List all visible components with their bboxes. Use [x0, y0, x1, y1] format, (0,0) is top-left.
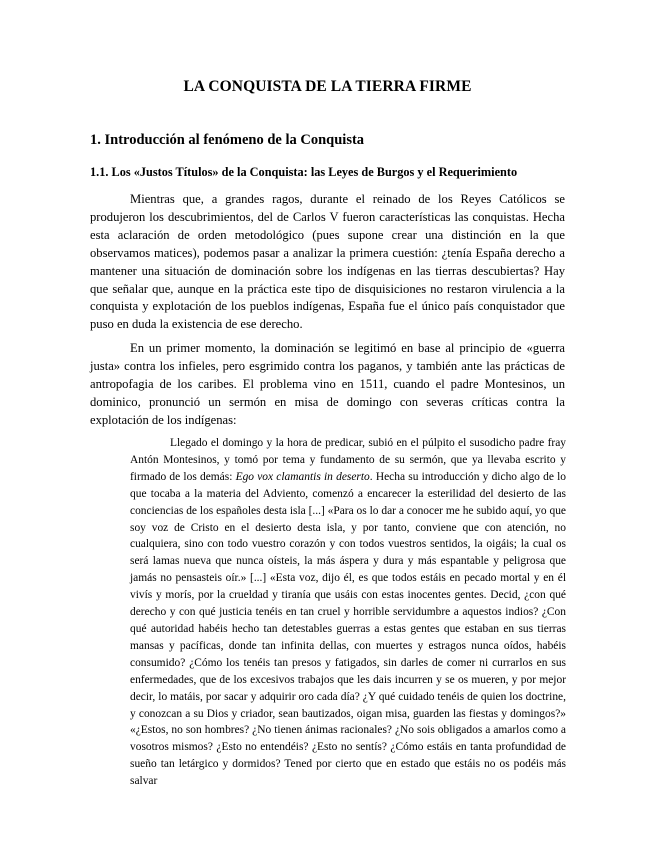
subsection-heading: 1.1. Los «Justos Títulos» de la Conquista: las Leyes de Burgos y el Requerimiento	[90, 165, 518, 179]
quote-text-1: Llegado el domingo y la hora de predicar, subió en el púlpito el susodicho padre fray Antón Montesinos, y tomó por tema y fundamento de su sermón, que ya llevaba escrito y firmado de los demás:	[130, 437, 566, 483]
chapter-title: LA CONQUISTA DE LA TIERRA FIRME	[183, 78, 472, 95]
body-paragraph-2: En un primer momento, la dominación se legitimó en base al principio de «guerra justa» contra los infieles, pero esgrimido contra los paganos, y también ante las prácticas de antropofagia de los caribes. El problema vino en 1511, cuando el padre Montesinos, un dominico, pronunció un sermón en misa de domingo con severas críticas contra la explotación de los indígenas:	[90, 341, 565, 427]
quote-text-2: . Hecha su introducción y dicho algo de lo que tocaba a la materia del Adviento, comenzó a encarecer la esterilidad del desierto de las conciencias de los españoles desta isla [...] «Para os lo dar a conocer me he subido aquí, yo que soy voz de Cristo en el desierto desta isla, y por tanto, conviene que con atención, no cualquiera, sino con todo vuestro corazón y con todos vuestros sentidos, la oigáis; la cual os será lamas nueva que nunca oísteis, la más áspera y dura y más espantable y peligrosa que jamás no pensasteis oír.» [...] «Esta voz, dijo él, es que todos estáis en pecado mortal y en él vivís y morís, por la crueldad y tiranía que usáis con estas inocentes gentes. Decid, ¿con qué derecho y con qué justicia tenéis en tan cruel y horrible servidumbre a aquestos indios? ¿Con qué autoridad habéis hecho tan detestables guerras a estas gentes que estaban en sus tierras mansas y pacíficas, donde tan infinita dellas, con muertes y estragos nunca oídos, habéis consumido? ¿Cómo los tenéis tan presos y fatigados, sin darles de comer ni currarlos en sus enfermedades, que de los excesivos trabajos que les dais incurren y se os mueren, y por mejor decir, lo matáis, por sacar y adquirir oro cada día? ¿Y qué cuidado tenéis de quien los doctrine, y conozcan a su Dios y criador, sean bautizados, oigan misa, guarden las fiestas y domingos?» «¿Estos, no son hombres? ¿No tienen ánimas racionales? ¿No sois obligados a amarlos como a vosotros mismos? ¿Esto no entendéis? ¿Esto no sentís? ¿Cómo estáis en tanta profundidad de sueño tan letárgico y dormidos? Tened por cierto que en estado que estáis no os podéis más salvar	[130, 470, 567, 788]
section-heading: 1. Introducción al fenómeno de la Conquista	[90, 132, 365, 148]
body-paragraph-1: Mientras que, a grandes ragos, durante el reinado de los Reyes Católicos se produjeron los descubrimientos, del de Carlos V fueron características las conquistas. Hecha esta aclaración de orden metodológico (pues supone crear una distinción en la que observamos matices), podemos pasar a analizar la primera cuestión: ¿tenía España derecho a mantener una situación de dominación sobre los indígenas en las tierras descubiertas? Hay que señalar que, aunque en la práctica este tipo de disquisiciones no restaron virulencia a la conquista y explotación de los pueblos indígenas, España fue el único país conquistador que puso en duda la existencia de ese derecho.	[90, 192, 565, 332]
block-quote	[130, 435, 566, 790]
quote-latin-italic: Ego vox clamantis in deserto	[235, 470, 370, 483]
